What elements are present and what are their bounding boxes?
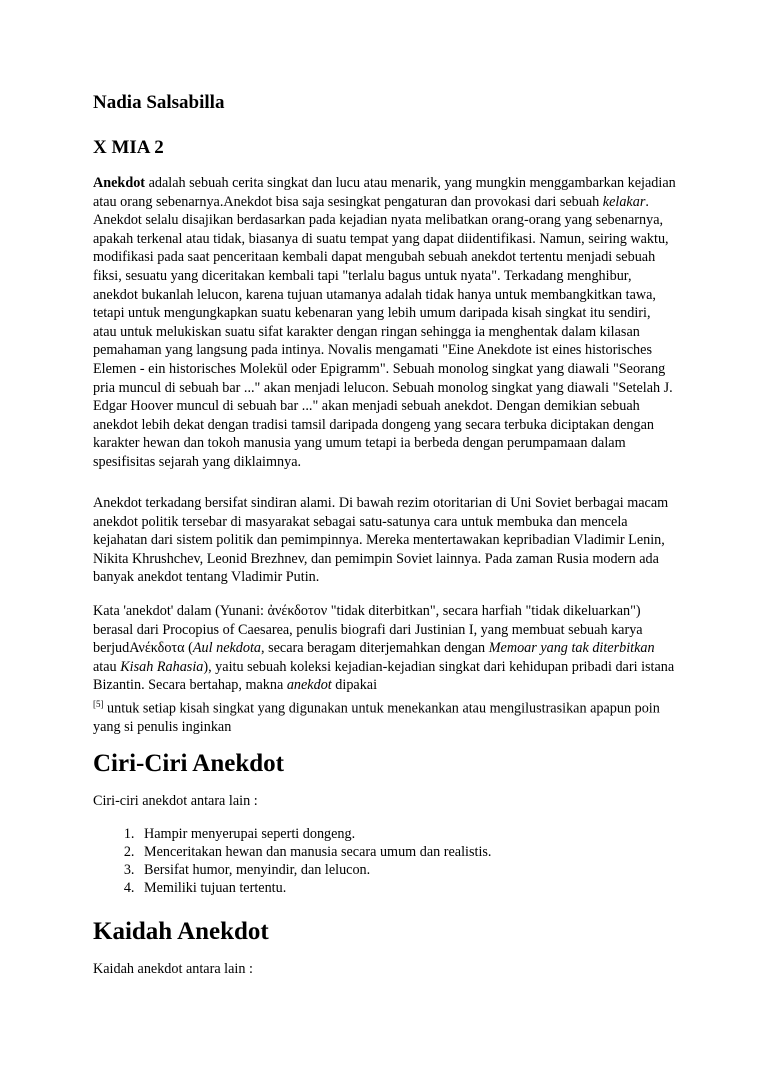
author-name: Nadia Salsabilla bbox=[93, 92, 225, 113]
term-anekdot: Anekdot bbox=[93, 175, 146, 191]
footnote-link[interactable]: [5] bbox=[93, 698, 104, 709]
etymology-text-1: Kata 'anekdot' dalam (Yunani: ἀνέκδοτον "tidak diterbitkan", secara harfiah "tidak dikeluarkan") berasal dari Procopius of Caesarea, penulis biografi dari Justinian I, yang membuat sebuah karya berjudΑνέκδοτα ( bbox=[93, 603, 643, 657]
etymology-text-5: dipakai bbox=[331, 677, 378, 694]
ciri-list bbox=[93, 825, 658, 897]
kaidah-intro: Kaidah anekdot antara lain : bbox=[93, 961, 253, 977]
class-label: X MIA 2 bbox=[93, 137, 164, 158]
italic-aul: Aul bbox=[192, 640, 213, 657]
list-item: 2. Menceritakan hewan dan manusia secara umum dan realistis. bbox=[138, 843, 658, 861]
paragraph-etymology bbox=[93, 602, 676, 737]
heading-kaidah-anekdot: Kaidah Anekdot bbox=[93, 918, 269, 945]
italic-anekdot: anekdot bbox=[286, 677, 332, 694]
italic-kelakar: kelakar bbox=[602, 193, 646, 210]
ciri-intro: Ciri-ciri anekdot antara lain : bbox=[93, 793, 258, 809]
list-item: 1. Hampir menyerupai seperti dongeng. bbox=[138, 825, 658, 843]
italic-memoar: Memoar yang tak diterbitkan bbox=[488, 640, 655, 657]
paragraph-definition bbox=[93, 174, 676, 472]
etymology-text-3: atau bbox=[93, 658, 121, 675]
heading-ciri-anekdot: Ciri-Ciri Anekdot bbox=[93, 750, 284, 777]
etymology-text-6: untuk setiap kisah singkat yang digunakan untuk menekankan atau mengilustrasikan apapun poin yang si penulis inginkan bbox=[93, 700, 660, 736]
italic-kisah-rahasia: Kisah Rahasia bbox=[120, 658, 204, 675]
etymology-text-2: , secara beragam diterjemahkan dengan bbox=[261, 640, 489, 657]
etymology-text-4: ), yaitu sebuah koleksi kejadian-kejadian singkat dari kehidupan pribadi dari istana Bizantin. Secara bertahap, makna bbox=[93, 658, 675, 694]
paragraph-definition-text-1: adalah sebuah cerita singkat dan lucu atau menarik, yang mungkin menggambarkan kejadian atau orang sebenarnya.Anekdot bisa saja sesingkat pengaturan dan provokasi dari sebuah bbox=[93, 175, 676, 210]
paragraph-satire: Anekdot terkadang bersifat sindiran alami. Di bawah rezim otoritarian di Uni Soviet berbagai macam anekdot politik tersebar di masyarakat sebagai satu-satunya cara untuk membuka dan mencela kejahatan dari sistem politik dan pemimpinnya. Mereka mentertawakan kepribadian Vladimir Lenin, Nikita Khrushchev, Leonid Brezhnev, dan pemimpin Soviet lainnya. Pada zaman Rusia modern ada banyak anekdot tentang Vladimir Putin. bbox=[93, 495, 669, 586]
list-item: 3. Bersifat humor, menyindir, dan lelucon. bbox=[138, 861, 658, 879]
list-item: 4. Memiliki tujuan tertentu. bbox=[138, 879, 658, 897]
paragraph-definition-text-2: . Anekdot selalu disajikan berdasarkan pada kejadian nyata melibatkan orang-orang yang sebenarnya, apakah terkenal atau tidak, biasanya di suatu tempat yang dapat diidentifikasi. Namun, seiring waktu, modifikasi pada saat penceritaan kembali dapat mengubah sebuah anekdot tertentu menjadi sebuah fiksi, sesuatu yang diceritakan kembali tapi "terlalu bagus untuk nyata". Terkadang menghibur, anekdot bukanlah lelucon, karena tujuan utamanya adalah tidak hanya untuk membangkitkan tawa, tetapi untuk mengungkapkan suatu kebenaran yang lebih umum daripada kisah singkat itu sendiri, atau untuk melukiskan suatu sifat karakter dengan ringan sehingga ia menghentak dalam kilasan pemahaman yang langsung pada intinya. Novalis mengamati "Eine Anekdote ist eines historisches Elemen - ein historisches Molekül oder Epigramm". Sebuah monolog singkat yang diawali "Seorang pria muncul di sebuah bar ..." akan menjadi lelucon. Sebuah monolog singkat yang diawali "Setelah J. Edgar Hoover muncul di sebuah bar ..." akan menjadi sebuah anekdot. Dengan demikian sebuah anekdot lebih dekat dengan tradisi tamsil daripada dongeng yang secara terbuka diciptakan dengan karakter hewan dan tokoh manusia yang umum tetapi ia berbeda dengan perumpamaan dalam spesifisitas sejarah yang diklaimnya. bbox=[93, 193, 673, 470]
italic-nekdota: nekdota bbox=[216, 640, 262, 657]
